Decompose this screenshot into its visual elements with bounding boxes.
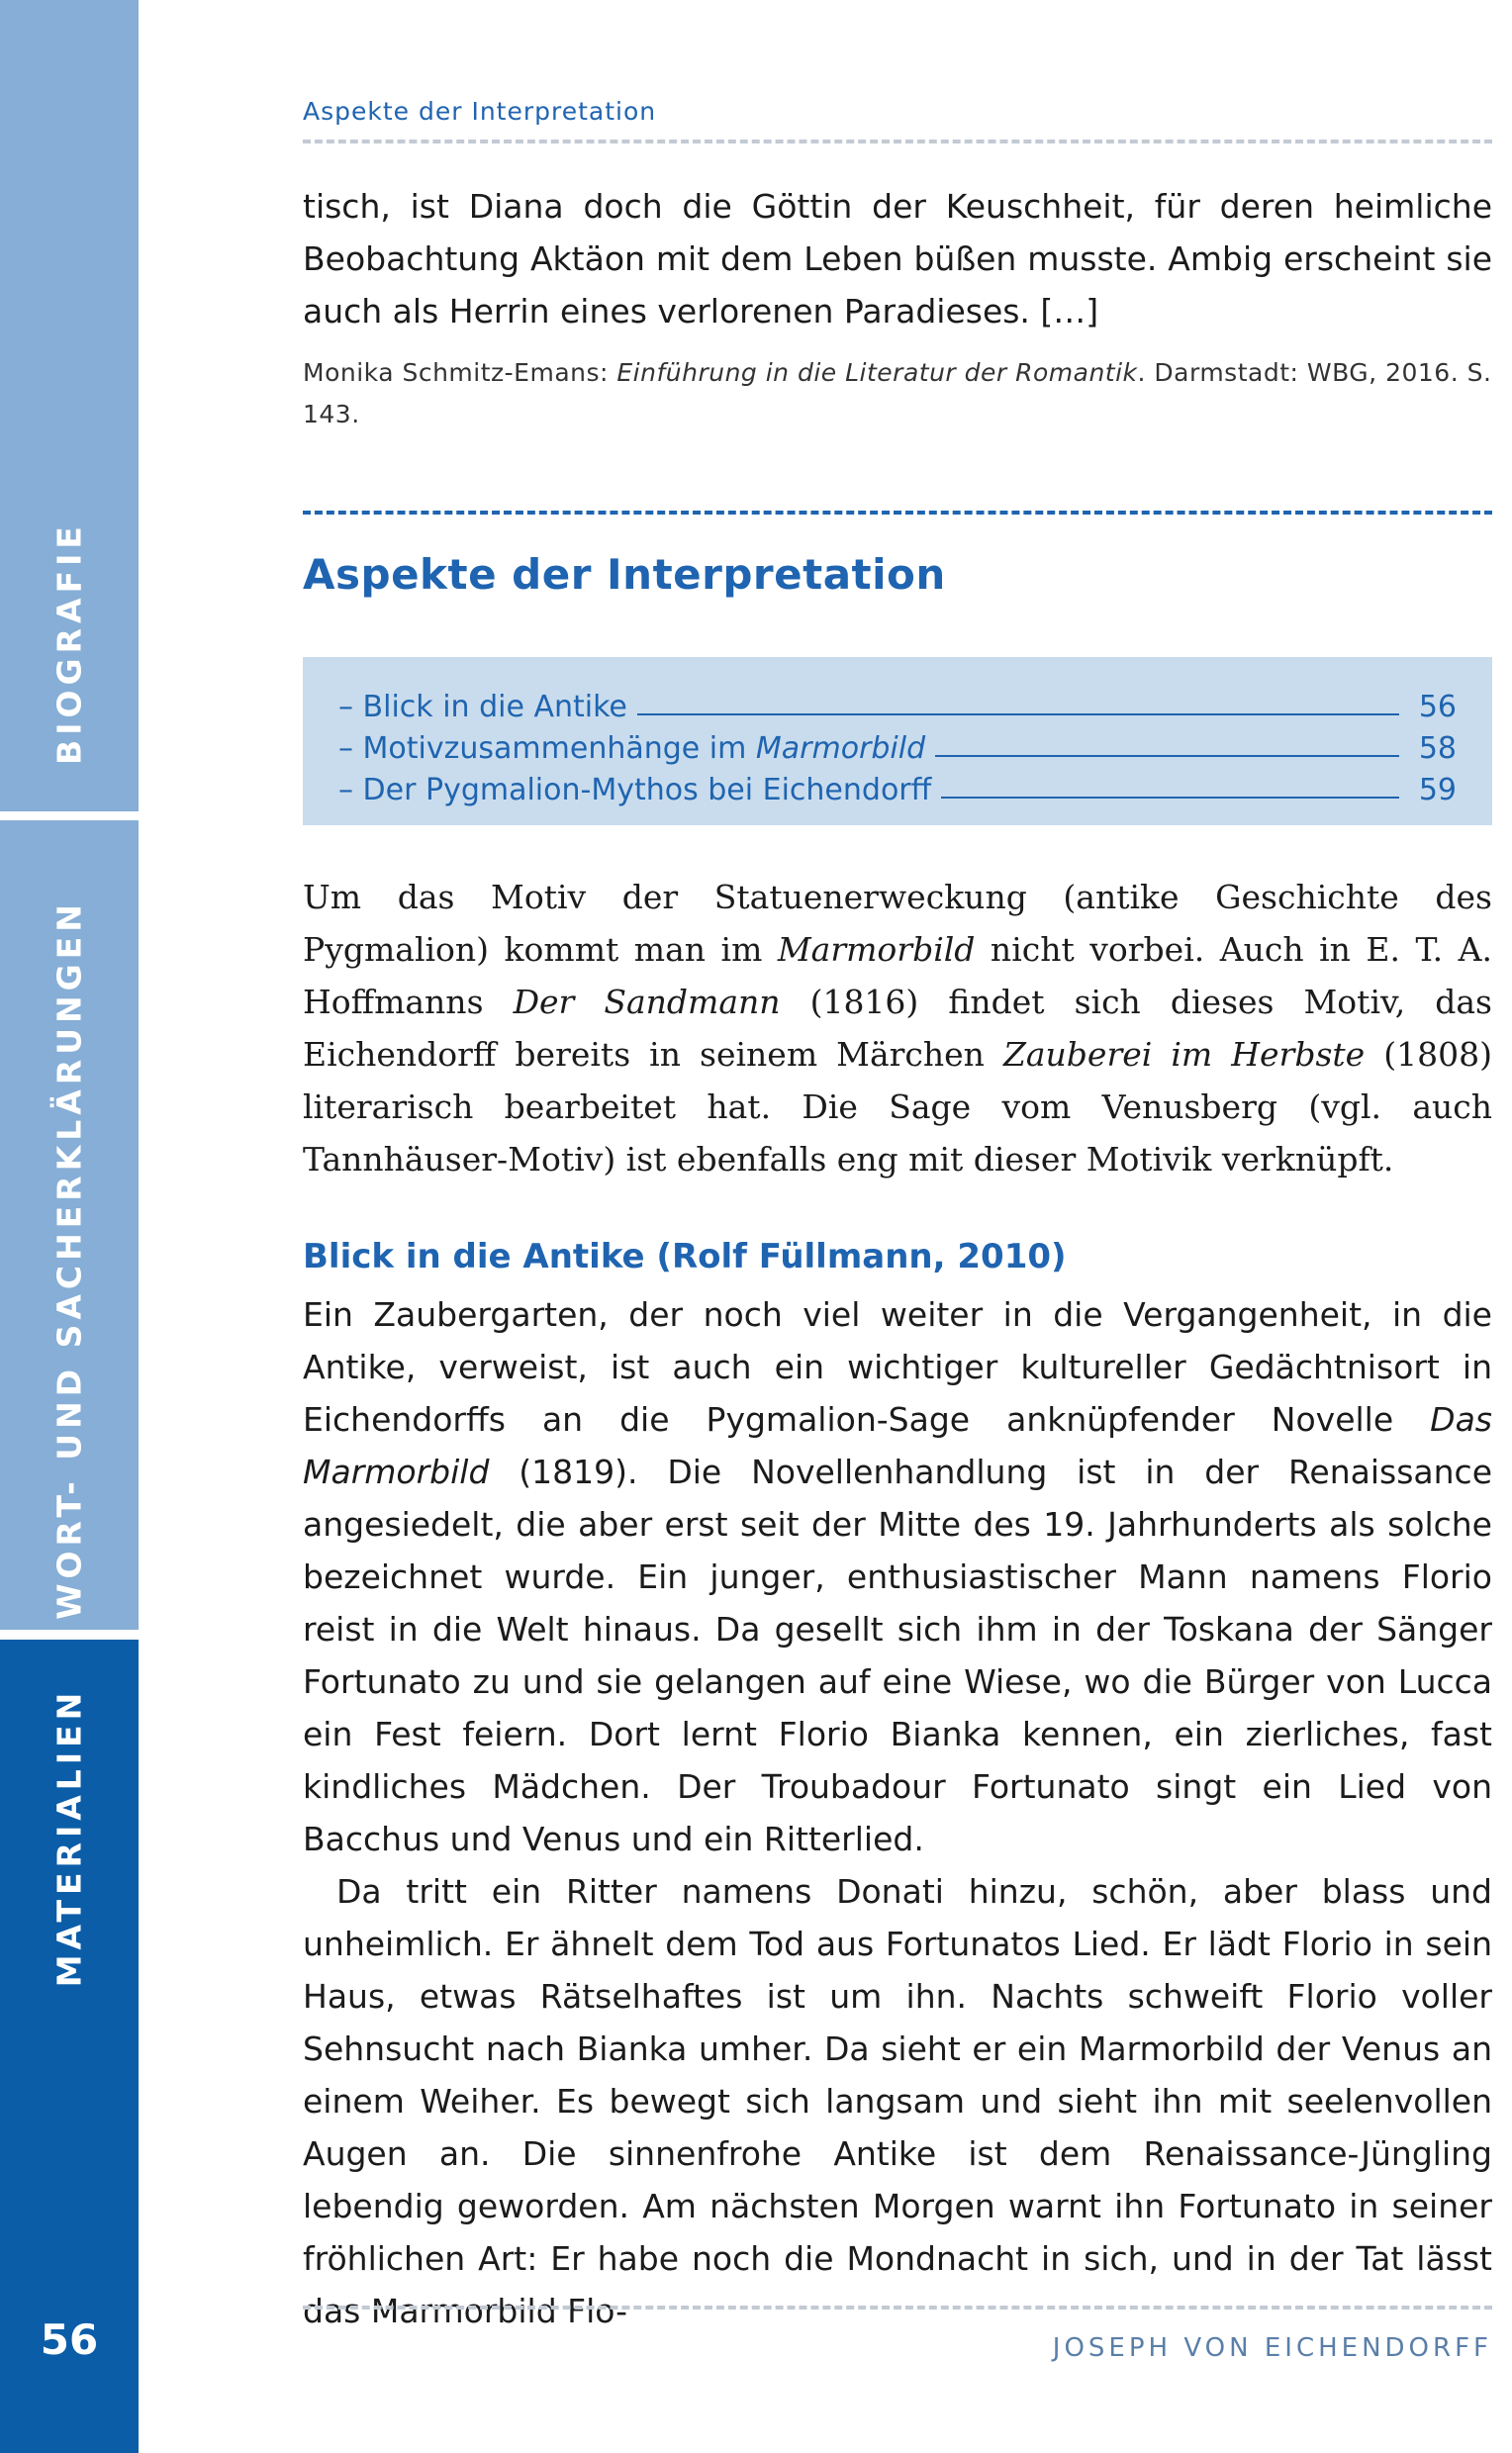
section-toc — [303, 657, 1492, 825]
citation-title: Einführung in die Literatur der Romantik — [616, 358, 1138, 387]
footer-author: JOSEPH VON EICHENDORFF — [1052, 2333, 1492, 2363]
toc-page-number: 58 — [1418, 731, 1457, 766]
page-number: 56 — [40, 2315, 99, 2364]
subsection-body — [303, 1288, 1492, 2337]
toc-item-motivzusammenhaenge[interactable] — [338, 724, 1457, 766]
tab-materialien[interactable] — [0, 1640, 139, 2453]
tab-wort-label: WORT- UND SACHERKLÄRUNGEN — [49, 899, 89, 1620]
toc-page-number: 59 — [1418, 773, 1457, 807]
footer-divider — [303, 2306, 1492, 2310]
section-divider — [303, 511, 1492, 515]
citation-rest: . Darmstadt: WBG, 2016. S. 143. — [303, 358, 1492, 428]
tab-wort-und-sacherklaerungen[interactable] — [0, 820, 139, 1630]
toc-leader-line — [637, 713, 1399, 715]
body-paragraph: Da tritt ein Ritter namens Donati hinzu, schön, aber blass und unheimlich. Er ähnelt dem Tod aus Fortunatos Lied. Er lädt Florio in sein Haus, etwas Rätselhaftes ist um ihn. Nachts schweift Florio voller Sehnsucht nach Bianka umher. Da sieht er ein Marmorbild der Venus an einem Weiher. Es bewegt sich langsam und sieht ihn mit seelenvollen Augen an. Die sinnenfrohe Antike ist dem Renaissance-Jüngling lebendig geworden. Am nächsten Morgen warnt ihn Fortunato in seiner fröhlichen Art: Er habe noch die Mondnacht in sich, und in der Tat lässt das Marmorbild Flo- — [303, 1872, 1492, 2330]
quote-citation — [303, 352, 1492, 435]
toc-item-label: – Der Pygmalion-Mythos bei Eichendorff — [338, 773, 932, 807]
body-paragraph: Ein Zaubergarten, der noch viel weiter in die Vergangenheit, in die Antike, verweist, ist auch ein wichtiger kultureller Gedächtnisort in Eichendorffs an die Pygmalion-Sage anknüpfender Novelle Das Marmorbild (1819). Die Novellenhandlung ist in der Renaissance angesiedelt, die aber erst seit der Mitte des 19. Jahrhunderts als solche bezeichnet wurde. Ein junger, enthusiastischer Mann namens Florio reist in die Welt hinaus. Da gesellt sich ihm in der Toskana der Sänger Fortunato zu und sie gelangen auf eine Wiese, wo die Bürger von Lucca ein Fest feiern. Dort lernt Florio Bianka kennen, ein zierliches, fast kindliches Mädchen. Der Troubadour Fortunato singt ein Lied von Bacchus und Venus und ein Ritterlied. — [303, 1295, 1492, 1858]
toc-page-number: 56 — [1418, 690, 1457, 724]
toc-item-pygmalion-mythos[interactable] — [338, 766, 1457, 807]
running-head: Aspekte der Interpretation — [303, 97, 657, 126]
tab-biografie[interactable] — [0, 0, 139, 811]
header-divider — [303, 140, 1492, 143]
toc-item-blick-in-die-antike[interactable] — [338, 683, 1457, 724]
intro-paragraph: Um das Motiv der Statuenerweckung (antike Geschichte des Pygmalion) kommt man im Marmorbild nicht vorbei. Auch in E. T. A. Hoffmanns Der Sandmann (1816) findet sich dieses Motiv, das Eichendorff bereits in seinem Märchen Zauberei im Herbste (1808) literarisch bearbeitet hat. Die Sage vom Venusberg (vgl. auch Tannhäuser-Motiv) ist ebenfalls eng mit dieser Motivik verknüpft. — [303, 878, 1492, 1179]
subsection-heading: Blick in die Antike (Rolf Füllmann, 2010) — [303, 1237, 1067, 1276]
quote-continuation: tisch, ist Diana doch die Göttin der Keuschheit, für deren heimliche Beobachtung Aktäon mit dem Leben büßen musste. Ambig erscheint sie auch als Herrin eines verlorenen Paradieses. […] — [303, 187, 1492, 330]
toc-item-label: – Motivzusammenhänge im Marmorbild — [338, 731, 926, 766]
tab-materialien-label: MATERIALIEN — [49, 1687, 89, 1988]
toc-leader-line — [941, 797, 1399, 799]
citation-author: Monika Schmitz-Emans: — [303, 358, 617, 387]
section-title: Aspekte der Interpretation — [303, 550, 946, 599]
toc-item-label: – Blick in die Antike — [338, 690, 627, 724]
toc-leader-line — [935, 755, 1399, 757]
tab-biografie-label: BIOGRAFIE — [49, 521, 89, 765]
